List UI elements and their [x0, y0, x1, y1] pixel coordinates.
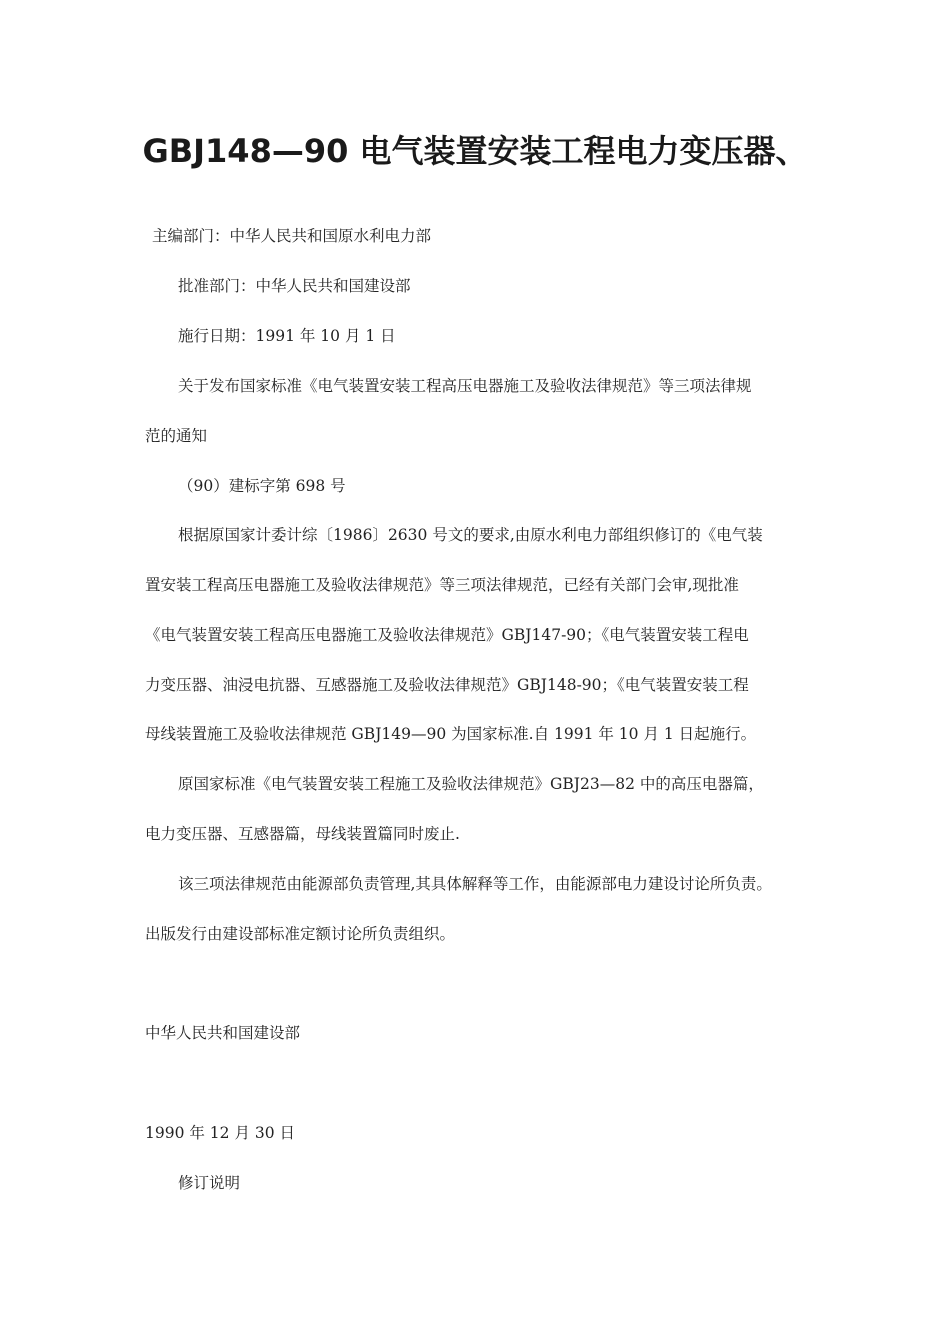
body-line: 置安装工程高压电器施工及验收法律规范》等三项法律规范，已经有关部门会审,现批准	[145, 576, 739, 594]
document-number: （90）建标字第 698 号	[178, 477, 346, 495]
notice-title-line: 关于发布国家标准《电气装置安装工程高压电器施工及验收法律规范》等三项法律规	[178, 377, 752, 395]
body-line: 原国家标准《电气装置安装工程施工及验收法律规范》GBJ23—82 中的高压电器篇，	[178, 775, 764, 793]
body-line: 电力变压器、互感器篇，母线装置篇同时废止.	[145, 825, 460, 843]
body-line: 根据原国家计委计综〔1986〕2630 号文的要求,由原水利电力部组织修订的《电气装	[178, 526, 763, 544]
body-line: 《电气装置安装工程高压电器施工及验收法律规范》GBJ147-90；《电气装置安装工程电	[145, 626, 749, 644]
issuer-signature: 中华人民共和国建设部	[145, 1024, 301, 1042]
body-line: 该三项法律规范由能源部负责管理,其具体解释等工作，由能源部电力建设讨论所负责。	[178, 875, 772, 893]
body-line: 力变压器、油浸电抗器、互感器施工及验收法律规范》GBJ148-90；《电气装置安装工程	[145, 676, 749, 694]
revision-heading: 修订说明	[178, 1174, 241, 1192]
issue-date: 1990 年 12 月 30 日	[145, 1124, 296, 1142]
editor-department: 主编部门：中华人民共和国原水利电力部	[152, 227, 432, 245]
effective-date: 施行日期：1991 年 10 月 1 日	[178, 327, 396, 345]
document-title: GBJ148—90 电气装置安装工程电力变压器、	[142, 132, 808, 170]
body-line: 出版发行由建设部标准定额讨论所负责组织。	[145, 925, 456, 943]
notice-title-line: 范的通知	[145, 427, 208, 445]
approver-department: 批准部门：中华人民共和国建设部	[178, 277, 411, 295]
body-line: 母线装置施工及验收法律规范 GBJ149—90 为国家标准.自 1991 年 10 月 1 日起施行。	[145, 725, 757, 743]
